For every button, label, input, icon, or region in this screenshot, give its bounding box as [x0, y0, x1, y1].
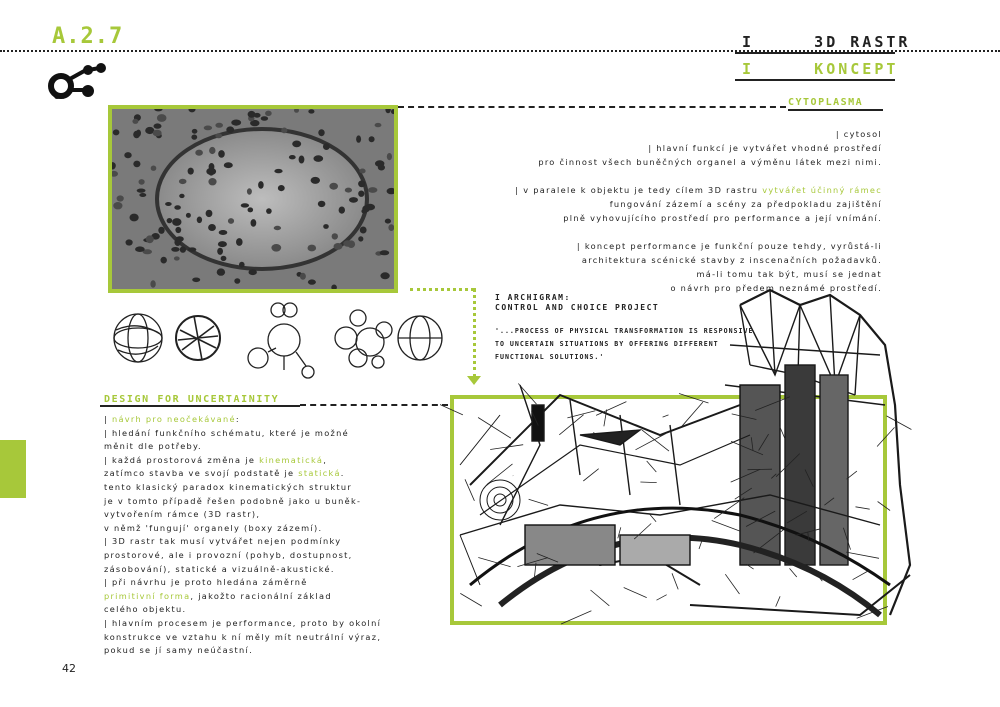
nucleus [191, 135, 197, 140]
nucleus [206, 168, 216, 175]
archigram-structure-image [440, 285, 920, 645]
nucleus [175, 227, 181, 233]
nucleus [124, 152, 131, 158]
page-number: 42 [62, 662, 76, 675]
design-underline [100, 405, 300, 407]
nucleus [165, 202, 172, 206]
nucleus [380, 250, 390, 255]
nucleus [186, 213, 191, 218]
nucleus [215, 133, 222, 138]
nucleus [179, 194, 184, 198]
nucleus [157, 114, 167, 122]
nucleus [130, 214, 139, 222]
nucleus [368, 187, 377, 193]
nucleus [261, 116, 268, 121]
page-code: A.2.7 [52, 24, 124, 49]
design-text [104, 413, 434, 658]
nucleus [224, 162, 233, 168]
archigram-quote: '...PROCESS OF PHYSICAL TRANSFORMATION IS RESPONSIVE TO UNCERTAIN SITUATIONS BY OFFERING DIFFERENT FUNCTIONAL SOLUTIONS.' [495, 327, 754, 361]
design-text-line [104, 413, 434, 427]
nucleus [271, 244, 281, 252]
text-segment: zatímco stavba ve svojí podstatě je [104, 468, 299, 479]
nucleus [171, 247, 179, 252]
lattice-strut [878, 502, 891, 511]
lattice-strut [790, 568, 797, 577]
nucleus [274, 169, 282, 173]
text-line: pro činnost všech buněčných organel a výměnu látek mezi nimi. [538, 157, 882, 167]
nucleus [249, 269, 257, 275]
nucleus [146, 235, 154, 243]
nucleus [218, 150, 225, 158]
lattice-strut [596, 402, 626, 416]
cyto-paragraph-1 [452, 127, 882, 169]
lattice-strut [636, 434, 666, 450]
molecule-logo-icon [48, 60, 108, 100]
sphere-sketches-image [108, 300, 448, 380]
side-color-tab [0, 440, 26, 498]
nucleus [358, 191, 364, 197]
lattice-strut [887, 416, 912, 430]
design-text-line [104, 603, 434, 617]
text-segment: | hlavním procesem je performance, proto by okolní [104, 617, 382, 628]
nucleus [292, 141, 301, 148]
nucleus [299, 156, 305, 164]
lattice-strut [672, 573, 678, 589]
nucleus [139, 179, 145, 185]
lattice-strut [640, 482, 656, 483]
nucleus [219, 230, 228, 235]
nucleus [343, 240, 351, 246]
cytoplasma-underline [788, 109, 883, 111]
nucleus [360, 227, 367, 234]
text-line: fungování zázemí a scény za předpokladu zajištění [609, 199, 882, 209]
design-text-line [104, 563, 434, 577]
title-underline [735, 79, 895, 81]
nucleus [217, 268, 225, 275]
design-text-line [104, 427, 434, 441]
nucleus [174, 205, 181, 210]
archigram-subtitle: CONTROL AND CHOICE PROJECT [495, 303, 660, 312]
text-segment: prostorové, ale i provozní (pohyb, dostupnost, [104, 549, 353, 560]
nucleus [329, 183, 338, 190]
text-segment: zásobování), statické a vizuálně-akustické. [104, 563, 335, 574]
nucleus [266, 208, 272, 214]
nucleus [154, 123, 162, 128]
text-line: architektura scénické stavby z inscenačních požadavků. [581, 255, 882, 265]
nucleus [362, 205, 370, 212]
section-title-3d-rastr: I 3D RASTR [742, 33, 911, 51]
nucleus [300, 273, 306, 280]
nucleus [172, 218, 181, 226]
nucleus [323, 224, 329, 229]
lattice-strut [591, 590, 610, 606]
design-text-line [104, 454, 434, 468]
nucleus [217, 248, 223, 255]
design-text-line [104, 467, 434, 481]
nucleus [161, 257, 167, 264]
nucleus [248, 111, 256, 118]
design-text-line [104, 481, 434, 495]
lattice-strut [712, 521, 740, 532]
text-line: | koncept performance je funkční pouze tehdy, vyrůstá-li [576, 241, 882, 251]
nucleus [258, 181, 264, 189]
highlight-text: statická [298, 468, 341, 479]
text-segment: konstrukce ve vztahu k ní měly mít neutrální výraz, [104, 631, 382, 642]
nucleus [358, 180, 365, 187]
text-segment: je v tomto případě řešen podobně jako u buněk- [104, 495, 362, 506]
nucleus [349, 197, 358, 203]
nucleus [248, 207, 254, 212]
nucleus [308, 109, 314, 113]
lattice-strut [561, 611, 591, 624]
design-dash-line [300, 404, 448, 406]
nucleus [126, 239, 133, 245]
lattice-strut [624, 588, 647, 598]
nucleus [311, 177, 320, 184]
text-line: o návrh pro předem neznámé prostředí. [670, 283, 882, 293]
design-text-line [104, 508, 434, 522]
text-segment: , jakožto racionální základ [190, 590, 332, 601]
nucleus [385, 219, 391, 224]
text-segment: vytvořením rámce (3D rastr), [104, 509, 261, 520]
nucleus [318, 201, 326, 207]
nucleus [113, 129, 120, 135]
nucleus [221, 256, 227, 261]
title-underline [735, 52, 895, 54]
nucleus [158, 227, 164, 234]
lattice-strut [657, 595, 667, 601]
nucleus [117, 195, 124, 201]
lattice-strut [877, 427, 894, 446]
cell-texture [112, 109, 394, 289]
design-text-line [104, 590, 434, 604]
text-segment: měnit dle potřeby. [104, 441, 202, 452]
lattice-strut [725, 574, 739, 594]
lattice-strut [518, 384, 536, 405]
design-title: DESIGN FOR UNCERTAINITY [104, 394, 280, 405]
nucleus [137, 189, 146, 193]
nucleus [150, 280, 155, 287]
text-segment: celého objektu. [104, 604, 187, 615]
highlight-text: kinematická [259, 454, 324, 465]
nucleus [132, 119, 138, 124]
text-segment: | [104, 414, 112, 424]
design-text-line [104, 495, 434, 509]
nucleus [234, 278, 240, 284]
nucleus [179, 179, 187, 184]
text-segment: , [323, 454, 328, 465]
nucleus [345, 188, 352, 193]
nucleus [209, 147, 215, 154]
text-line: | v paralele k objektu je tedy cílem 3D rastru [515, 185, 763, 195]
text-line: | hlavní funkcí je vytvářet vhodné prostředí [648, 143, 882, 153]
text-segment: | 3D rastr tak musí vytvářet nejen podmínky [104, 536, 342, 547]
nucleus [308, 279, 316, 284]
cell-micrograph-image [108, 105, 398, 293]
nucleus [188, 168, 194, 175]
nucleus [380, 272, 389, 279]
nucleus [247, 188, 252, 194]
text-segment: | při návrhu je proto hledána záměrně [104, 577, 308, 588]
design-text-line [104, 631, 434, 645]
highlight-text: vytvářet účinný rámec [762, 185, 882, 195]
nucleus [265, 111, 272, 116]
nucleus [192, 278, 200, 283]
nucleus [278, 185, 285, 191]
cytoplasma-label: CYTOPLASMA [788, 97, 864, 108]
nucleus [218, 241, 227, 247]
nucleus [176, 236, 184, 242]
nucleus [136, 130, 141, 137]
lattice-strut [478, 418, 511, 439]
text-line: plně vyhovujícího prostředí pro performance a její vnímání. [563, 213, 882, 223]
lattice-strut [529, 499, 549, 505]
text-segment: | každá prostorová změna je [104, 454, 260, 465]
nucleus [334, 243, 343, 250]
design-text-line [104, 576, 434, 590]
text-segment: tento klasický paradox kinematických struktur [104, 481, 353, 492]
design-text-line [104, 617, 434, 631]
nucleus [197, 217, 202, 224]
text-segment: v němž 'fungují' organely (boxy zázemí). [104, 522, 323, 533]
nucleus [308, 245, 317, 252]
lattice-strut [647, 461, 657, 472]
nucleus [151, 166, 157, 171]
lattice-strut [853, 570, 870, 580]
cytoplasma-text [452, 127, 882, 309]
nucleus [188, 247, 196, 251]
nucleus [281, 128, 287, 134]
lattice-strut [679, 394, 709, 404]
nucleus [208, 178, 216, 185]
nucleus [192, 129, 198, 134]
design-text-line [104, 522, 434, 536]
text-line: | cytosol [835, 129, 882, 139]
nucleus [113, 202, 122, 209]
lattice-strut [776, 596, 780, 606]
nucleus [359, 169, 365, 174]
nucleus [174, 256, 180, 260]
nucleus [239, 262, 245, 268]
lattice-strut [460, 593, 482, 606]
section-title-koncept: I KONCEPT [742, 60, 899, 78]
nucleus [314, 155, 324, 162]
design-text-line [104, 535, 434, 549]
nucleus [339, 207, 345, 214]
lattice-strut [663, 415, 669, 417]
lattice-strut [559, 415, 583, 435]
nucleus [167, 218, 173, 223]
nucleus [133, 161, 140, 168]
nucleus [135, 246, 145, 252]
nucleus [241, 203, 249, 207]
design-text-line [104, 440, 434, 454]
nucleus [226, 126, 234, 133]
nucleus [369, 136, 375, 142]
nucleus [274, 226, 281, 230]
nucleus [358, 236, 363, 241]
nucleus [318, 129, 324, 136]
highlight-text: návrh pro neočekávané [111, 414, 236, 424]
nucleus [195, 150, 203, 156]
cytoplasma-dash-line [398, 106, 786, 108]
nucleus [231, 120, 241, 126]
archigram-title-line: I ARCHIGRAM: [495, 293, 571, 302]
text-line: má-li tomu tak být, musí se jednat [696, 269, 882, 279]
nucleus [356, 135, 361, 142]
nucleus [375, 160, 384, 167]
text-segment: . [340, 468, 345, 479]
nucleus [323, 143, 330, 150]
nucleus [236, 238, 243, 246]
nucleus [228, 218, 234, 224]
nucleus [387, 153, 392, 160]
text-segment: pokud se jí samy neúčastní. [104, 645, 254, 656]
nucleus [289, 155, 296, 159]
nucleus [375, 123, 382, 127]
nucleus [180, 246, 186, 252]
nucleus [332, 233, 338, 239]
nucleus [206, 210, 213, 217]
design-text-line [104, 549, 434, 563]
nucleus [215, 123, 223, 128]
lattice-strut [856, 507, 870, 509]
cyto-paragraph-2 [452, 183, 882, 225]
nucleus [251, 219, 257, 227]
lattice-strut [583, 469, 598, 481]
lattice-strut [846, 552, 879, 558]
nucleus [388, 224, 394, 231]
text-segment: | hledání funkčního schématu, které je možné [104, 427, 349, 438]
design-text-line [104, 644, 434, 658]
nucleus [139, 193, 146, 197]
lattice-strut [440, 400, 463, 415]
text-segment: : [235, 414, 240, 424]
nucleus [153, 130, 162, 137]
nucleus [204, 126, 212, 131]
highlight-text: primitivní forma [104, 590, 191, 601]
nucleus [208, 224, 216, 231]
